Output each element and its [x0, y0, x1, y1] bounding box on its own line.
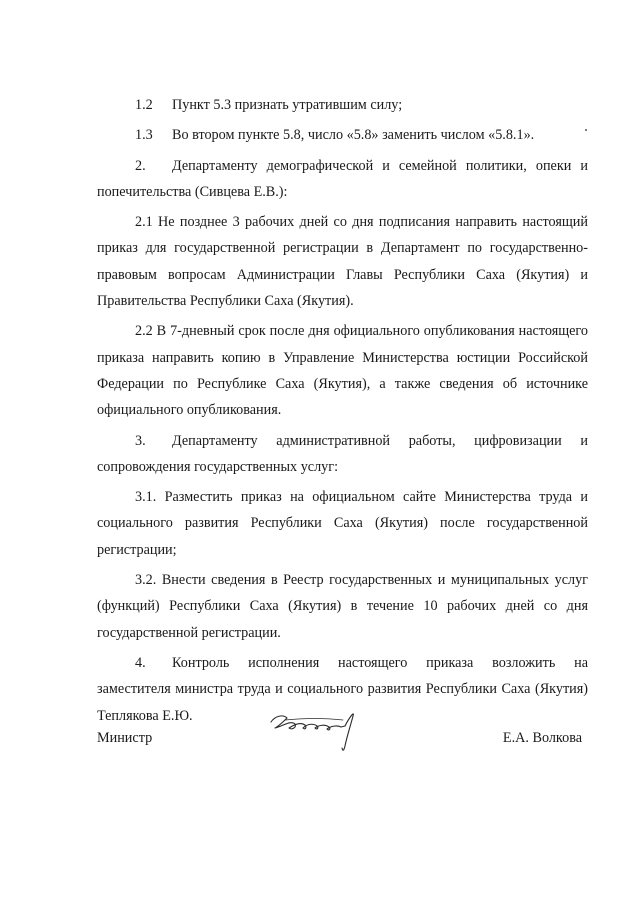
- item-text: В 7-дневный срок после дня официального опубликования настоящего приказа направить копию в Управление Министерства юстиции Российской Федерации по Республике Саха (Якутия), а также сведения об источнике официального опубликования.: [97, 323, 588, 419]
- item-text: Контроль исполнения настоящего приказа возложить на заместителя министра труда и социального развития Республики Саха (Якутия) Теплякова Е.Ю.: [97, 654, 588, 724]
- item-number: 2.1: [135, 214, 153, 231]
- item-text: Пункт 5.3 признать утратившим силу;: [172, 97, 403, 113]
- item-text: Разместить приказ на официальном сайте Министерства труда и социального развития Республики Саха (Якутия) после государственной регистрации;: [97, 489, 588, 558]
- item-text: Внести сведения в Реестр государственных и муниципальных услуг (функций) Республики Саха (Якутия) в течение 10 рабочих дней со дня государственной регистрации.: [97, 572, 589, 641]
- item-number: 2.: [135, 157, 146, 174]
- item-text: Департаменту административной работы, цифровизации и сопровождения государственных услуг:: [97, 432, 588, 475]
- item-1-2: [97, 92, 588, 118]
- item-number: 2.2: [135, 323, 153, 340]
- item-number: 1.2: [135, 97, 153, 113]
- item-number: 1.3: [135, 127, 153, 144]
- item-3: [97, 428, 588, 481]
- item-number: 3.: [135, 432, 146, 449]
- item-text: Во втором пункте 5.8, число «5.8» заменить числом «5.8.1».: [172, 127, 535, 144]
- item-text: Департаменту демографической и семейной политики, опеки и попечительства (Сивцева Е.В.):: [97, 157, 588, 200]
- item-3-1: [97, 484, 588, 563]
- item-2-2: [97, 318, 588, 423]
- item-number: 3.1.: [135, 489, 157, 506]
- item-number: 3.2.: [135, 572, 157, 589]
- item-3-2: [97, 567, 588, 646]
- item-1-3: [97, 122, 588, 148]
- item-text: Не позднее 3 рабочих дней со дня подписания направить настоящий приказ для государственной регистрации в Департамент по государственно-правовым вопросам Администрации Главы Республики Саха (Якутия) и Правительства Республики Саха (Якутия).: [97, 214, 588, 310]
- item-number: 4.: [135, 654, 146, 671]
- signature-block: [97, 720, 588, 760]
- document-body: [97, 92, 588, 733]
- signer-name: Е.А. Волкова: [502, 730, 582, 746]
- item-2-1: [97, 209, 588, 314]
- signer-position: Министр: [97, 730, 153, 746]
- item-2: [97, 153, 588, 206]
- handwritten-signature-icon: [265, 706, 365, 754]
